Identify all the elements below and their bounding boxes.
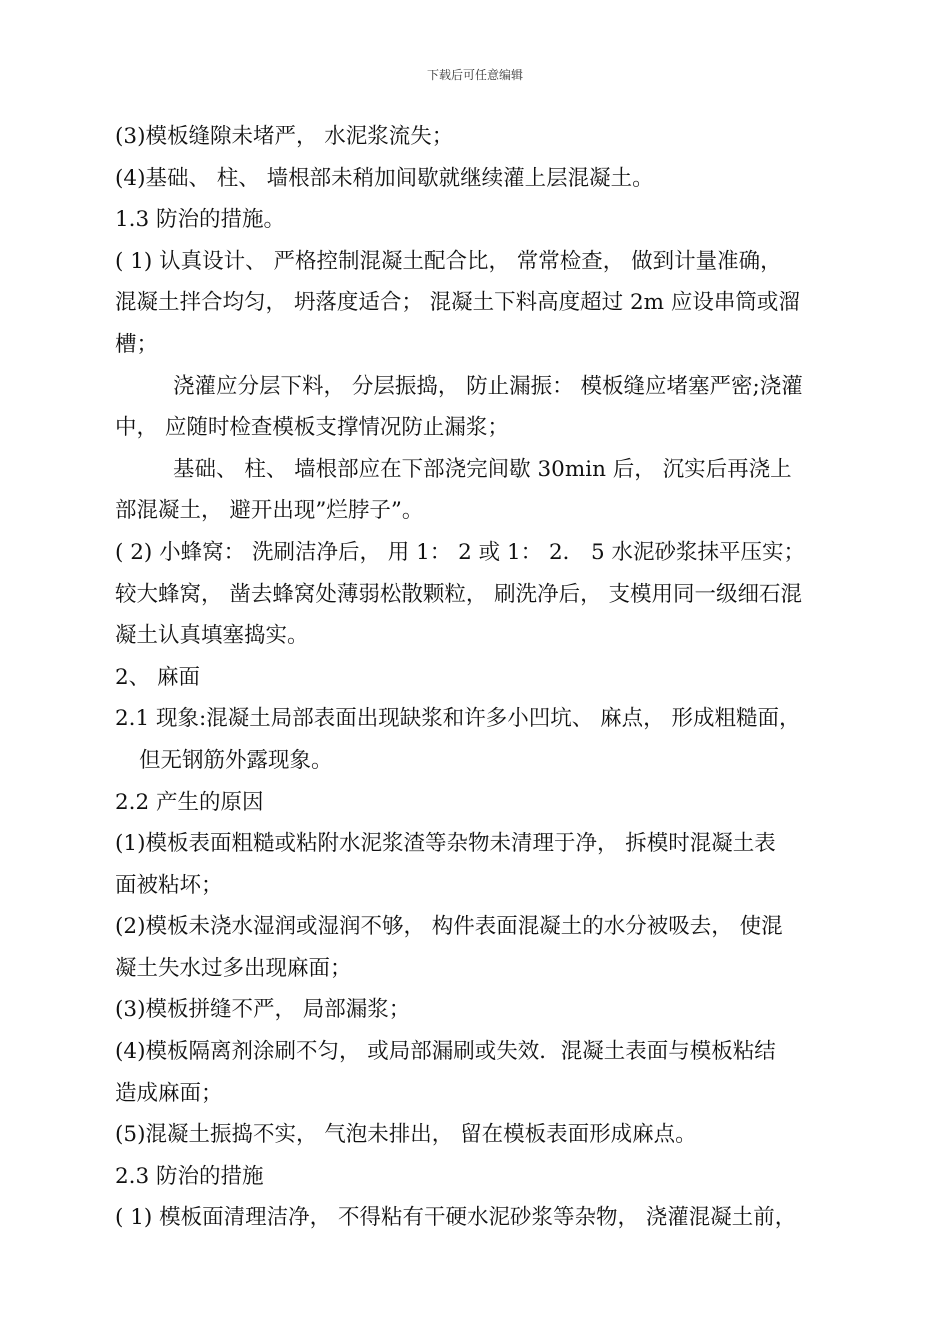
text-line: 2.3 防治的措施	[115, 1163, 264, 1189]
document-body	[115, 116, 840, 1239]
text-line: 2.1 现象:混凝土局部表面出现缺浆和许多小凹坑、 麻点， 形成粗糙面，	[115, 706, 801, 732]
text-line: (4)基础、 柱、 墙根部未稍加间歇就继续灌上层混凝土。	[115, 165, 654, 191]
text-line: ( 1) 模板面清理洁净， 不得粘有干硬水泥砂浆等杂物， 浇灌混凝土前，	[115, 1205, 797, 1231]
text-line: 浇灌应分层下料， 分层振捣， 防止漏振： 模板缝应堵塞严密;浇灌	[173, 373, 803, 399]
text-line: 1.3 防治的措施。	[115, 207, 286, 233]
text-line: 中， 应随时检查模板支撑情况防止漏浆；	[115, 415, 509, 441]
text-line: (1)模板表面粗糙或粘附水泥浆渣等杂物未清理于净， 拆模时混凝土表	[115, 831, 776, 857]
page-header: 下载后可任意编辑	[426, 68, 523, 82]
text-line: 基础、 柱、 墙根部应在下部浇完间歇 30min 后， 沉实后再浇上	[173, 456, 792, 482]
text-line: ( 2) 小蜂窝： 洗刷洁净后， 用 1： 2 或 1： 2． 5 水泥砂浆抹平压实；	[115, 539, 806, 565]
text-line: (4)模板隔离剂涂刷不匀， 或局部漏刷或失效．混凝土表面与模板粘结	[115, 1039, 776, 1065]
text-line: 2.2 产生的原因	[115, 789, 264, 815]
text-line: ( 1) 认真设计、 严格控制混凝土配合比， 常常检查， 做到计量准确，	[115, 248, 782, 274]
text-line: 部混凝土， 避开出现”烂脖子”。	[115, 498, 424, 524]
text-line: 槽；	[115, 331, 159, 357]
text-line: (5)混凝土振捣不实， 气泡未排出， 留在模板表面形成麻点。	[115, 1122, 697, 1148]
text-line: 但无钢筋外露现象。	[139, 747, 333, 773]
text-line: 凝土认真填塞捣实。	[115, 623, 309, 649]
text-line: 混凝土拌合均匀， 坍落度适合； 混凝土下料高度超过 2m 应设串筒或溜	[115, 290, 800, 316]
text-line: 造成麻面；	[115, 1080, 223, 1106]
text-line: 2、 麻面	[115, 664, 201, 690]
text-line: 面被粘坏；	[115, 872, 223, 898]
text-line: 凝土失水过多出现麻面；	[115, 955, 352, 981]
text-line: 较大蜂窝， 凿去蜂窝处薄弱松散颗粒， 刷洗净后， 支模用同一级细石混	[115, 581, 803, 607]
text-line: (2)模板未浇水湿润或湿润不够， 构件表面混凝土的水分被吸去， 使混	[115, 914, 783, 940]
text-line: (3)模板缝隙未堵严， 水泥浆流失；	[115, 124, 454, 149]
text-line: (3)模板拼缝不严， 局部漏浆；	[115, 997, 411, 1023]
